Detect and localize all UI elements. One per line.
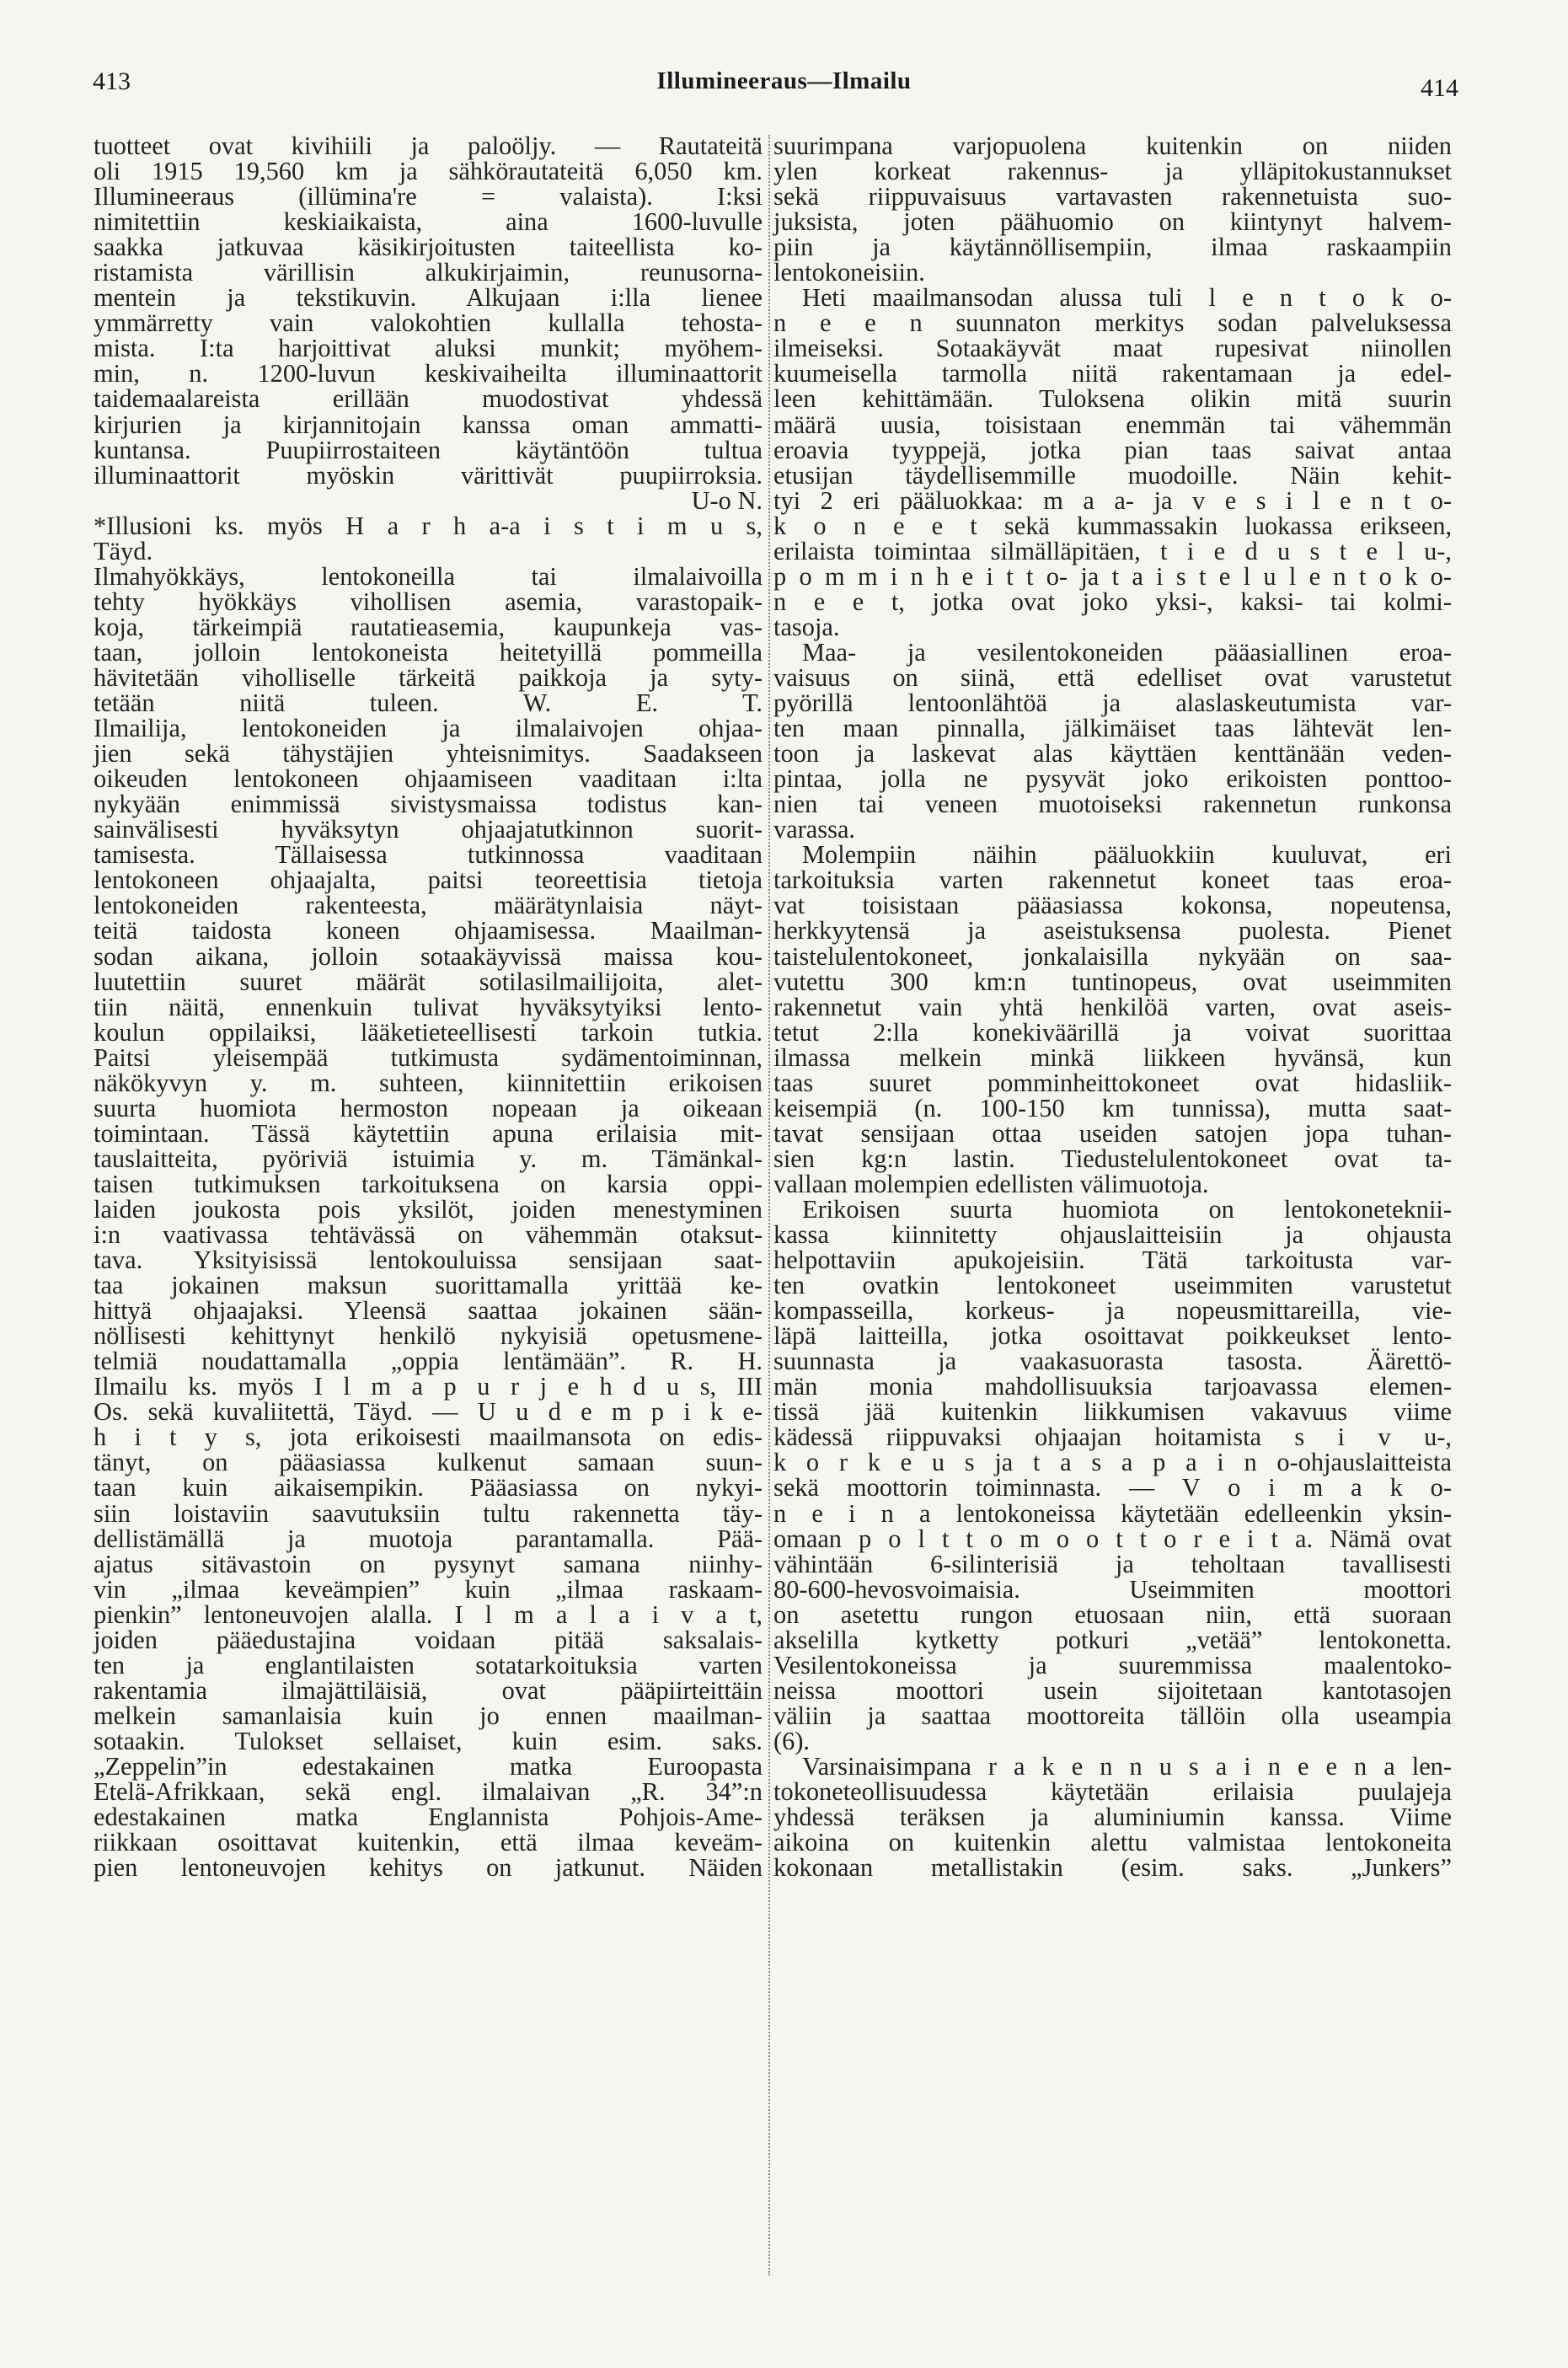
text-line: edestakainen matka Englannista Pohjois-Ame- xyxy=(94,1803,763,1832)
text-line: lentokoneisiin. xyxy=(773,258,925,287)
text-line: k o r k e u s ja t a s a p a i n o-ohjauslaitteista xyxy=(773,1448,1452,1477)
text-line: helpottaviin apukojeisiin. Tätä tarkoitusta var- xyxy=(773,1246,1452,1275)
text-line: min, n. 1200-luvun keskivaiheilta illuminaattorit xyxy=(94,359,763,388)
text-line: taan kuin aikaisempikin. Pääasiassa on nykyi- xyxy=(94,1473,763,1503)
text-line: tetään niitä tuleen. W. E. T. xyxy=(94,688,763,718)
text-line: h i t y s, jota erikoisesti maailmansota on edis- xyxy=(94,1422,763,1452)
text-line: n e e t, jotka ovat joko yksi-, kaksi- tai kolmi- xyxy=(773,587,1452,616)
text-line: taas suuret pomminheittokoneet ovat hidasliik- xyxy=(773,1068,1452,1097)
text-line: sainvälisesti hyväksytyn ohjaajatutkinnon suorit- xyxy=(94,815,763,844)
text-line: n e i n a lentokoneissa käytetään edelleenkin yksin- xyxy=(773,1498,1452,1528)
text-line: ristamista värillisin alkukirjaimin, reunusorna- xyxy=(94,258,763,287)
text-line: tasoja. xyxy=(773,612,840,641)
text-line: Molempiin näihin pääluokkiin kuuluvat, eri xyxy=(802,840,1452,870)
text-line: taa jokainen maksun suorittamalla yrittää ke- xyxy=(94,1271,763,1300)
text-line: Erikoisen suurta huomiota on lentokoneteknii- xyxy=(802,1194,1452,1224)
text-line: nöllisesti kehittynyt henkilö nykyisiä opetusmene- xyxy=(94,1321,763,1351)
text-line: (6). xyxy=(773,1726,811,1755)
text-line: Etelä-Afrikkaan, sekä engl. ilmalaivan „R. 34”:n xyxy=(94,1777,763,1807)
text-line: Ilmailija, lentokoneiden ja ilmalaivojen ohjaa- xyxy=(94,714,763,743)
text-line: mista. I:ta harjoittivat aluksi munkit; myöhem- xyxy=(94,334,763,363)
text-line: rakentamia ilmajättiläisiä, ovat pääpiirteittäin xyxy=(94,1675,763,1705)
text-line: tamisesta. Tällaisessa tutkinnossa vaaditaan xyxy=(94,840,763,870)
text-line: vat toisistaan pääasiassa kokonsa, nopeutensa, xyxy=(773,891,1452,920)
text-line: U-o N. xyxy=(691,485,763,515)
text-line: lentokoneiden rakenteesta, määrätynlaisia näyt- xyxy=(94,891,763,920)
text-line: Ilmailu ks. myös I l m a p u r j e h d u s, III xyxy=(94,1372,763,1401)
text-line: yhdessä teräksen ja aluminiumin kanssa. Viime xyxy=(773,1803,1452,1832)
text-line: Heti maailmansodan alussa tuli l e n t o k o- xyxy=(802,283,1452,313)
text-line: jien sekä tähystäjien yhteisnimitys. Saadakseen xyxy=(94,739,763,769)
text-line: akselilla kytketty potkuri „vetää” lentokonetta. xyxy=(773,1625,1452,1654)
text-line: neissa moottori usein sijoitetaan kantotasojen xyxy=(773,1675,1452,1705)
text-line: herkkyytensä ja aseistuksensa puolesta. Pienet xyxy=(773,916,1452,946)
text-line: ten ovatkin lentokoneet useimmiten varustetut xyxy=(773,1271,1452,1300)
running-title: Illumineeraus—Ilmailu xyxy=(656,67,912,94)
text-line: rakennetut vain yhtä henkilöä varten, ovat aseis- xyxy=(773,992,1452,1021)
right-text-column xyxy=(773,131,1452,1883)
text-line: melkein samanlaisia kuin jo ennen maailman- xyxy=(94,1701,763,1730)
text-line: kädessä riippuvaksi ohjaajan hoitamista s i v u-, xyxy=(773,1422,1452,1452)
text-line: sien kg:n lastin. Tiedustelulentokoneet ovat ta- xyxy=(773,1144,1452,1173)
text-line: Os. sekä kuvaliitettä, Täyd. — U u d e m p i k e- xyxy=(94,1397,763,1427)
text-line: Illumineeraus (illümina're = valaista). I:ksi xyxy=(94,182,763,212)
text-line: tuotteet ovat kivihiili ja paloöljy. — Rautateitä xyxy=(94,131,763,160)
text-line: joiden pääedustajina voidaan pitää saksalais- xyxy=(94,1625,763,1654)
text-line: hittyä ohjaajaksi. Yleensä saattaa jokainen sään- xyxy=(94,1296,763,1326)
text-line: toimintaan. Tässä käytettiin apuna erilaisia mit- xyxy=(94,1118,763,1148)
text-line: dellistämällä ja muotoja parantamalla. Pää- xyxy=(94,1524,763,1553)
text-line: p o m m i n h e i t t o- ja t a i s t e l u l e n t o k o- xyxy=(773,561,1452,591)
text-line: leen kehittämään. Tuloksena olikin mitä suurin xyxy=(773,384,1452,414)
text-line: nien tai veneen muotoiseksi rakennetun runkonsa xyxy=(773,790,1452,819)
text-line: vähintään 6-silinterisiä ja teholtaan tavallisesti xyxy=(773,1549,1452,1578)
text-line: sodan aikana, jolloin sotaakäyvissä maissa kou- xyxy=(94,941,763,971)
text-line: Vesilentokoneissa ja suuremmissa maalentoko- xyxy=(773,1650,1452,1680)
text-line: sekä riippuvaisuus vartavasten rakennetuista suo- xyxy=(773,182,1452,212)
text-line: ilmassa melkein minkä liikkeen hyvänsä, kun xyxy=(773,1042,1452,1072)
text-line: varassa. xyxy=(773,815,856,844)
text-line: ten ja englantilaisten sotatarkoituksia varten xyxy=(94,1650,763,1680)
text-line: sotaakin. Tulokset sellaiset, kuin esim. saks. xyxy=(94,1726,763,1755)
text-line: siin loistaviin saavutuksiin tultu rakennetta täy- xyxy=(94,1498,763,1528)
text-line: tänyt, on pääasiassa kulkenut samaan suun- xyxy=(94,1448,763,1477)
text-line: näkökyvyn y. m. suhteen, kiinnitettiin erikoisen xyxy=(94,1068,763,1097)
text-line: n e e n suunnaton merkitys sodan palveluksessa xyxy=(773,308,1452,338)
text-line: ajatus sitävastoin on pysynyt samana niinhy- xyxy=(94,1549,763,1578)
text-line: lentokoneen ohjaajalta, paitsi teoreettisia tietoja xyxy=(94,865,763,895)
text-line: etusijan täydellisemmille muodoille. Näin kehit- xyxy=(773,460,1452,490)
text-line: omaan p o l t t o m o o t t o r e i t a. Nämä ovat xyxy=(773,1524,1452,1553)
text-line: pien lentoneuvojen kehitys on jatkunut. Näiden xyxy=(94,1853,763,1883)
text-line: vaisuus on siinä, että edelliset ovat varustetut xyxy=(773,662,1452,692)
text-line: oikeuden lentokoneen ohjaamiseen vaaditaan i:lta xyxy=(94,764,763,794)
text-line: Täyd. xyxy=(94,536,153,565)
text-line: teitä taidosta koneen ohjaamisessa. Maailman- xyxy=(94,916,763,946)
text-line: kuntansa. Puupiirrostaiteen käytäntöön tultua xyxy=(94,435,763,464)
text-line: vallaan molempien edellisten välimuotoja. xyxy=(773,1169,1209,1198)
text-line: nykyään enimmissä sivistysmaissa todistus kan- xyxy=(94,790,763,819)
text-line: piin ja käytännöllisempiin, ilmaa raskaampiin xyxy=(773,233,1452,262)
page-number-left: 413 xyxy=(93,67,131,95)
text-line: tyi 2 eri pääluokkaa: m a a- ja v e s i l e n t o- xyxy=(773,485,1452,515)
text-line: ylen korkeat rakennus- ja ylläpitokustannukset xyxy=(773,157,1452,186)
text-line: riikkaan osoittavat kuitenkin, että ilmaa keveäm- xyxy=(94,1828,763,1857)
text-line: juksista, joten päähuomio on kiintynyt halvem- xyxy=(773,207,1452,237)
text-line: suunnasta ja vaakasuorasta tasosta. Äärettö- xyxy=(773,1347,1452,1376)
text-line: tavat sensijaan ottaa useiden satojen jopa tuhan- xyxy=(773,1118,1452,1148)
text-line: *Illusioni ks. myös H a r h a-a i s t i m u s, xyxy=(94,511,763,540)
text-line: määrä uusia, toisistaan enemmän tai vähemmän xyxy=(773,410,1452,439)
text-line: on asetettu rungon etuosaan niin, että suoraan xyxy=(773,1599,1452,1629)
text-line: i:n vaativassa tehtävässä on vähemmän otaksut- xyxy=(94,1220,763,1250)
text-line: koulun oppilaiksi, lääketieteellisesti tarkoin tutkia. xyxy=(94,1017,763,1047)
text-line: män monia mahdollisuuksia tarjoavassa elemen- xyxy=(773,1372,1452,1401)
text-line: ilmeiseksi. Sotaakäyvät maat rupesivat niinollen xyxy=(773,334,1452,363)
text-line: Maa- ja vesilentokoneiden pääasiallinen eroa- xyxy=(802,637,1452,667)
text-line: aikoina on kuitenkin alettu valmistaa lentokoneita xyxy=(773,1828,1452,1857)
text-line: sekä moottorin toiminnasta. — V o i m a k o- xyxy=(773,1473,1452,1503)
text-line: nimitettiin keskiaikaista, aina 1600-luvulle xyxy=(94,207,763,237)
text-line: taisen tutkimuksen tarkoituksena on karsia oppi- xyxy=(94,1169,763,1198)
text-line: vutettu 300 km:n tuntinopeus, ovat useimmiten xyxy=(773,967,1452,996)
column-divider xyxy=(768,135,770,2275)
text-line: mentein ja tekstikuvin. Alkujaan i:lla lienee xyxy=(94,283,763,313)
text-line: Varsinaisimpana r a k e n n u s a i n e e n a len- xyxy=(802,1752,1452,1781)
text-line: hävitetään viholliselle tärkeitä paikkoja ja syty- xyxy=(94,662,763,692)
text-line: k o n e e t sekä kummassakin luokassa erikseen, xyxy=(773,511,1452,540)
text-line: kirjurien ja kirjannitojain kanssa oman ammatti- xyxy=(94,410,763,439)
text-line: oli 1915 19,560 km ja sähkörautateitä 6,050 km. xyxy=(94,157,763,186)
text-line: tauslaitteita, pyöriviä istuimia y. m. Tämänkal- xyxy=(94,1144,763,1173)
text-line: luutettiin suuret määrät sotilasilmailijoita, alet- xyxy=(94,967,763,996)
text-line: saakka jatkuvaa käsikirjoitusten taiteellista ko- xyxy=(94,233,763,262)
text-line: ten maan pinnalla, jälkimäiset taas lähtevät len- xyxy=(773,714,1452,743)
text-line: pyörillä lentoonlähtöä ja alaslaskeutumista var- xyxy=(773,688,1452,718)
text-line: suurta huomiota hermoston nopeaan ja oikeaan xyxy=(94,1093,763,1122)
text-line: toon ja laskevat alas käyttäen kenttänään veden- xyxy=(773,739,1452,769)
text-line: kompasseilla, korkeus- ja nopeusmittareilla, vie- xyxy=(773,1296,1452,1326)
text-line: pintaa, jolla ne pysyvät joko erikoisten ponttoo- xyxy=(773,764,1452,794)
text-line: erilaista toimintaa silmälläpitäen, t i e d u s t e l u-, xyxy=(773,536,1452,565)
text-line: kuumeisella tarmolla niitä rakentamaan ja edel- xyxy=(773,359,1452,388)
page-number-right: 414 xyxy=(1421,74,1458,102)
text-line: kassa kiinnitetty ohjauslaitteisiin ja ohjausta xyxy=(773,1220,1452,1250)
text-line: tetut 2:lla konekiväärillä ja voivat suorittaa xyxy=(773,1017,1452,1047)
text-line: keisempiä (n. 100-150 km tunnissa), mutta saat- xyxy=(773,1093,1452,1122)
text-line: „Zeppelin”in edestakainen matka Euroopasta xyxy=(94,1752,763,1781)
text-line: laiden joukosta pois yksilöt, joiden menestyminen xyxy=(94,1194,763,1224)
text-line: Ilmahyökkäys, lentokoneilla tai ilmalaivoilla xyxy=(94,561,763,591)
left-text-column xyxy=(94,131,763,1883)
text-line: 80-600-hevosvoimaisia. Useimmiten moottori xyxy=(773,1574,1452,1604)
text-line: vin „ilmaa keveämpien” kuin „ilmaa raskaam- xyxy=(94,1574,763,1604)
text-line: tissä jää kuitenkin liikkumisen vakavuus viime xyxy=(773,1397,1452,1427)
text-line: taistelulentokoneet, jonkalaisilla nykyään on saa- xyxy=(773,941,1452,971)
text-line: kokonaan metallistakin (esim. saks. „Junkers” xyxy=(773,1853,1452,1883)
text-line: väliin ja saattaa moottoreita tällöin olla useampia xyxy=(773,1701,1452,1730)
text-line: Paitsi yleisempää tutkimusta sydämentoiminnan, xyxy=(94,1042,763,1072)
text-line: eroavia tyyppejä, jotka pian taas saivat antaa xyxy=(773,435,1452,464)
text-line: tiin näitä, ennenkuin tulivat hyväksytyiksi lento- xyxy=(94,992,763,1021)
text-line: koja, tärkeimpiä rautatieasemia, kaupunkeja vas- xyxy=(94,612,763,641)
text-line: illuminaattorit myöskin värittivät puupiirroksia. xyxy=(94,460,763,490)
text-line: ymmärretty vain valokohtien kullalla tehosta- xyxy=(94,308,763,338)
text-line: taidemaalareista erillään muodostivat yhdessä xyxy=(94,384,763,414)
text-line: telmiä noudattamalla „oppia lentämään”. R. H. xyxy=(94,1347,763,1376)
text-line: taan, jolloin lentokoneista heitetyillä pommeilla xyxy=(94,637,763,667)
text-line: suurimpana varjopuolena kuitenkin on niiden xyxy=(773,131,1452,160)
text-line: pienkin” lentoneuvojen alalla. I l m a l a i v a t, xyxy=(94,1599,763,1629)
text-line: tokoneteollisuudessa käytetään erilaisia puulajeja xyxy=(773,1777,1452,1807)
text-line: läpä laitteilla, jotka osoittavat poikkeukset lento- xyxy=(773,1321,1452,1351)
text-line: tehty hyökkäys vihollisen asemia, varastopaik- xyxy=(94,587,763,616)
text-line: tarkoituksia varten rakennetut koneet taas eroa- xyxy=(773,865,1452,895)
text-line: tava. Yksityisissä lentokouluissa sensijaan saat- xyxy=(94,1246,763,1275)
